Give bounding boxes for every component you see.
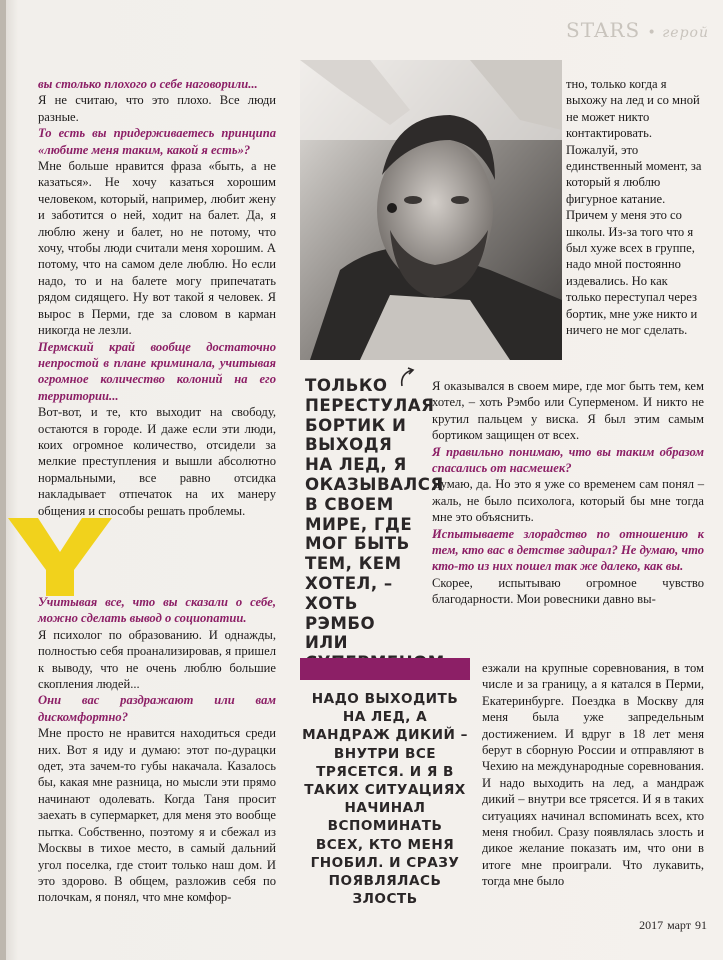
interview-question: Учитывая все, что вы сказали о себе, можно сделать вывод о социопатии. (38, 595, 276, 626)
section-header (566, 18, 709, 42)
footer-year: 2017 (639, 918, 664, 932)
interview-answer: Вот-вот, и те, кто выходит на свободу, остаются в городе. И даже если эти люди, коих огромное количество, отсидели за мелкие преступления и вышли абсолютно нормальными, все равно отсидка накладывает отпечаток на их манеру общения и способы решать проблемы. (38, 405, 276, 518)
section-title: STARS (566, 18, 641, 42)
interview-question: То есть вы придерживаетесь принципа «любите меня таким, какой я есть»? (38, 126, 276, 157)
pull-quote: ТОЛЬКО ПЕРЕСТУЛАЯ БОРТИК И ВЫХОДЯ НА ЛЕД, Я ОКАЗЫВАЛСЯ В СВОЕМ МИРЕ, ГДЕ МОГ БЫТЬ ТЕМ, КЕМ ХОТЕЛ, – ХОТЬ РЭМБО ИЛИ (305, 376, 444, 653)
interview-answer: Я оказывался в своем мире, где мог быть тем, кем хотел, – хоть Рэмбо или Суперменом. И никто не крутил пальцем у виска. Я был этим самым бортиком защищен от всех. (432, 379, 704, 443)
box-quote: НАДО ВЫХОДИТЬ НА ЛЕД, А МАНДРАЖ ДИКИЙ – ВНУТРИ ВСЕ ТРЯСЕТСЯ. И Я В ТАКИХ СИТУАЦИЯХ НАЧИНАЛ ВСПОМИНАТЬ ВСЕХ, КТО МЕНЯ ГНОБИЛ. И СРАЗУ ПОЯВЛЯЛАСЬ ЗЛОСТЬ (302, 691, 468, 908)
quote-box-accent-bar (300, 658, 470, 680)
yellow-letter-y-graphic (8, 518, 112, 596)
interview-answer: Я не считаю, что это плохо. Все люди разные. (38, 93, 276, 124)
interview-question: Пермский край вообще достаточно непростой в плане криминала, учитывая огромное количество колоний на его территории... (38, 339, 276, 403)
page-spine (0, 0, 6, 960)
left-column (38, 76, 276, 519)
interview-answer: Мне просто не нравится находиться среди них. Вот я иду и думаю: этот по-дурацки одет, эта зачем-то губы накачала. Казалось бы, какая мне разница, но мысли эти прямо начинают одолевать. Когда Таня просит заехать в супермаркет, для меня это вообще пытка. Собственно, поэтому я и сбежал из Москвы в тихое место, в самый дальний угол поселка, где стоит только наш дом. И это здорово. В общем, разложив себя по полочкам, я понял, что мне комфор- (38, 726, 276, 905)
interview-answer: Думаю, да. Но это я уже со временем сам понял – жаль, не было психолога, который бы мне тогда мне это объяснить. (432, 477, 704, 525)
section-subtitle: • герой (647, 25, 709, 41)
page-number: 91 (695, 918, 707, 932)
right-column (432, 378, 704, 608)
interview-answer: Скорее, испытываю огромное чувство благодарности. Мои ровесники давно вы- (432, 575, 704, 607)
right-column-bottom: езжали на крупные соревнования, в том числе и за границу, а я катался в Перми, Екатеринбурге. Поездка в Москву для меня была уже запредельным достижением. И вдруг в 18 лет меня берут в сборную России и отправляют в Чехию на международные соревнования. И надо выходить на лед, а мандраж дикий – внутри все трясется. И я в таких ситуациях начинал вспоминать всех, кто меня гнобил. Сразу появлялась злость и дикое желание показать им, что они в итоге мне проиграли. Что лукавить, тогда мне было (482, 661, 704, 889)
interview-question: вы столько плохого о себе наговорили... (38, 77, 258, 91)
portrait-photo (300, 60, 562, 360)
left-column-bottom (38, 594, 276, 906)
interview-question: Испытываете злорадство по отношению к тем, кто вас в детстве задирал? Не думаю, что кто-то из них пошел так же далеко, как вы. (432, 526, 704, 574)
portrait-illustration (300, 60, 562, 360)
footer-month: март (667, 918, 691, 932)
interview-answer: Я психолог по образованию. И однажды, полностью себя проанализировав, я пришел к выводу, что не очень люблю большие скопления людей... (38, 627, 276, 692)
page-footer (635, 918, 707, 933)
interview-question: Они вас раздражают или вам дискомфортно? (38, 693, 276, 724)
interview-answer: Мне больше нравится фраза «быть, а не казаться». Не хочу казаться хорошим человеком, который, например, любит жену и заботится о ней, ходит на балет. Да, я люблю жену и балет, но не потому, что хочу, чтобы люди считали меня хорошим. А потому, что на самом деле люблю. Но если надо, то и на балете могу припечатать рядом сидящего. Ну вот такой я человек. Я вырос в Перми, где за словом в карман никогда не лезли. (38, 159, 276, 338)
interview-question: Я правильно понимаю, что вы таким образом спасались от насмешек? (432, 444, 704, 476)
right-column-top: тно, только когда я выхожу на лед и со мной не может никто контактировать. Пожалуй, это единственный момент, за который я люблю фигурное катание. Причем у меня это со школы. Из-за того что я был хуже всех в группе, надо мной постоянно издевались. Но как только переступал через бортик, мне уже никто и ничего не мог сделать. (566, 77, 702, 338)
